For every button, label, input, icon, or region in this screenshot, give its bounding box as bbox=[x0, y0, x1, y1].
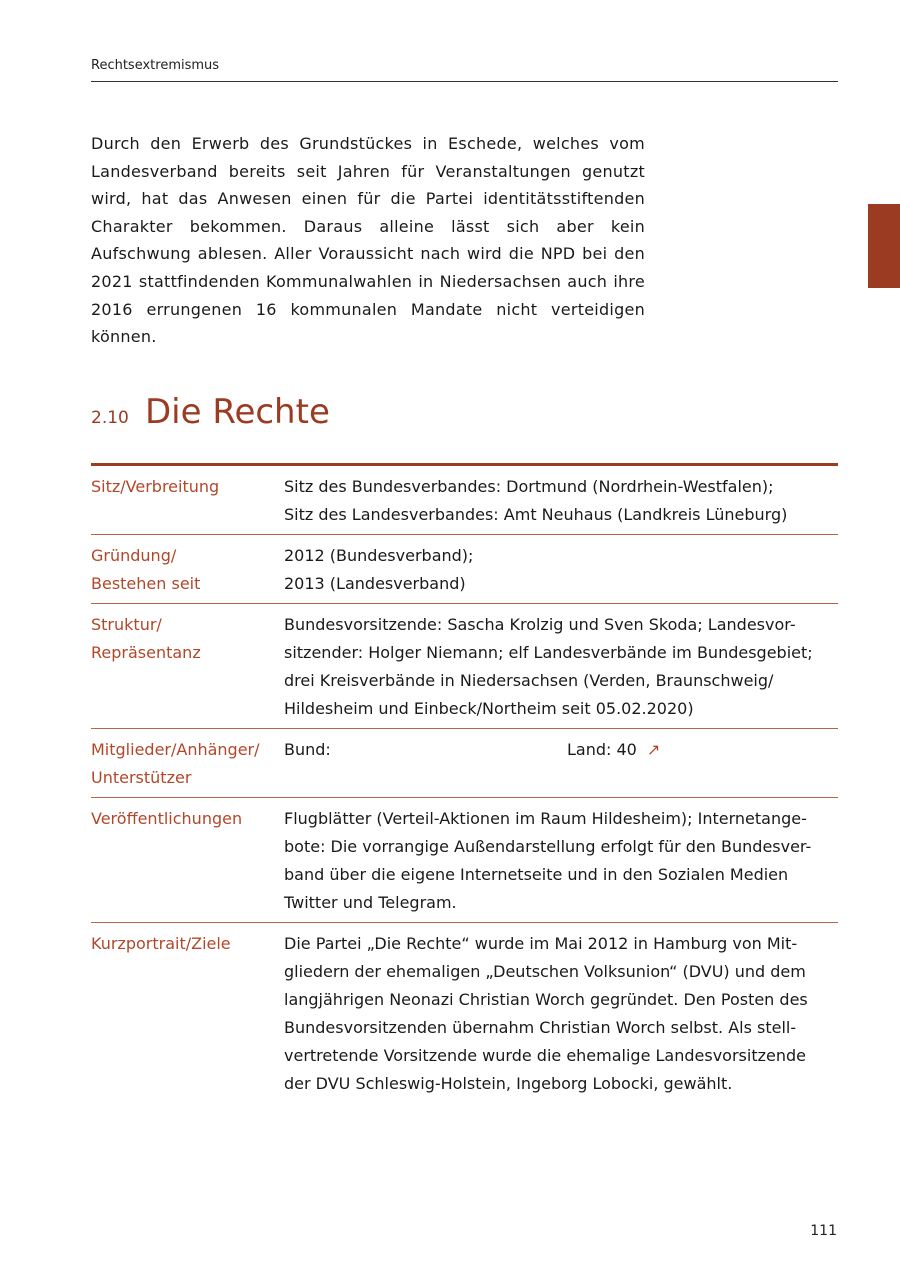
row-label-line: Bestehen seit bbox=[91, 574, 201, 593]
row-value-line: Die Partei „Die Rechte“ wurde im Mai 2012 in Hamburg von Mit- bbox=[284, 934, 798, 953]
chapter-tab-marker bbox=[868, 204, 900, 288]
row-value bbox=[284, 473, 838, 529]
row-value-line: Sitz des Landesverbandes: Amt Neuhaus (Landkreis Lüneburg) bbox=[284, 505, 788, 524]
section-heading bbox=[91, 392, 330, 432]
row-label bbox=[91, 611, 284, 723]
row-label bbox=[91, 542, 284, 598]
row-value-line: bote: Die vorrangige Außendarstellung erfolgt für den Bundesver- bbox=[284, 837, 812, 856]
row-label-line: Mitglieder/Anhänger/ bbox=[91, 740, 260, 759]
table-row-veroeffentlichungen bbox=[91, 798, 838, 923]
page-number: 111 bbox=[810, 1223, 837, 1239]
running-title: Rechtsextremismus bbox=[91, 58, 220, 73]
table-row-struktur bbox=[91, 604, 838, 729]
row-value-line: drei Kreisverbände in Niedersachsen (Verden, Braunschweig/ bbox=[284, 671, 774, 690]
row-label-line: Unterstützer bbox=[91, 768, 192, 787]
header-rule bbox=[91, 81, 838, 82]
row-label bbox=[91, 736, 284, 792]
row-value-line: band über die eigene Internetseite und in den Sozialen Medien bbox=[284, 865, 789, 884]
row-value-line: Bundesvorsitzenden übernahm Christian Worch selbst. Als stell- bbox=[284, 1018, 797, 1037]
row-value bbox=[284, 542, 838, 598]
member-count-bund: Bund: bbox=[284, 740, 331, 759]
row-value bbox=[284, 611, 838, 723]
row-value bbox=[284, 805, 838, 917]
row-value-line: 2013 (Landesverband) bbox=[284, 574, 466, 593]
row-value-line: vertretende Vorsitzende wurde die ehemalige Landesvorsitzende bbox=[284, 1046, 806, 1065]
table-row-mitglieder bbox=[91, 729, 838, 798]
row-value-line: Flugblätter (Verteil-Aktionen im Raum Hildesheim); Internetange- bbox=[284, 809, 807, 828]
row-value bbox=[284, 930, 838, 1098]
row-label-line: Gründung/ bbox=[91, 546, 177, 565]
row-label-line: Repräsentanz bbox=[91, 643, 201, 662]
member-count-land: Land: 40 bbox=[567, 740, 637, 759]
member-counts bbox=[284, 736, 838, 764]
trend-up-arrow-icon: ↗ bbox=[646, 740, 661, 759]
row-label-line: Kurzportrait/Ziele bbox=[91, 934, 231, 953]
row-value-line: Sitz des Bundesverbandes: Dortmund (Nordrhein-Westfalen); bbox=[284, 477, 774, 496]
section-number: 2.10 bbox=[91, 408, 129, 428]
row-label-line: Struktur/ bbox=[91, 615, 162, 634]
intro-paragraph: Durch den Erwerb des Grundstückes in Eschede, welches vom Landesverband bereits seit Jahren für Veranstaltungen genutzt wird, hat das Anwesen einen für die Partei identitätsstiftenden Charakter bekommen. Daraus alleine lässt sich aber kein Aufschwung ablesen. Aller Voraussicht nach wird die NPD bei den 2021 stattfindenden Kommunalwahlen in Niedersachsen auch ihre 2016 errungenen 16 kommunalen Mandate nicht verteidigen können. bbox=[91, 134, 645, 347]
table-row-sitz bbox=[91, 466, 838, 535]
row-label-line: Sitz/Verbreitung bbox=[91, 477, 220, 496]
row-value-line: Bundesvorsitzende: Sascha Krolzig und Sven Skoda; Landesvor- bbox=[284, 615, 796, 634]
row-value-line: gliedern der ehemaligen „Deutschen Volksunion“ (DVU) und dem bbox=[284, 962, 806, 981]
row-value-line: der DVU Schleswig-Holstein, Ingeborg Lobocki, gewählt. bbox=[284, 1074, 733, 1093]
row-value-line: Twitter und Telegram. bbox=[284, 893, 457, 912]
section-title: Die Rechte bbox=[145, 392, 330, 432]
row-value-line: langjährigen Neonazi Christian Worch gegründet. Den Posten des bbox=[284, 990, 808, 1009]
row-value-line: 2012 (Bundesverband); bbox=[284, 546, 474, 565]
row-label bbox=[91, 805, 284, 917]
row-label-line: Veröffentlichungen bbox=[91, 809, 243, 828]
table-row-gruendung bbox=[91, 535, 838, 604]
row-value-line: sitzender: Holger Niemann; elf Landesverbände im Bundesgebiet; bbox=[284, 643, 813, 662]
profile-table bbox=[91, 463, 838, 1103]
table-row-kurzportrait bbox=[91, 923, 838, 1103]
row-label bbox=[91, 473, 284, 529]
row-label bbox=[91, 930, 284, 1098]
row-value-line: Hildesheim und Einbeck/Northeim seit 05.02.2020) bbox=[284, 699, 694, 718]
row-value bbox=[284, 736, 838, 792]
